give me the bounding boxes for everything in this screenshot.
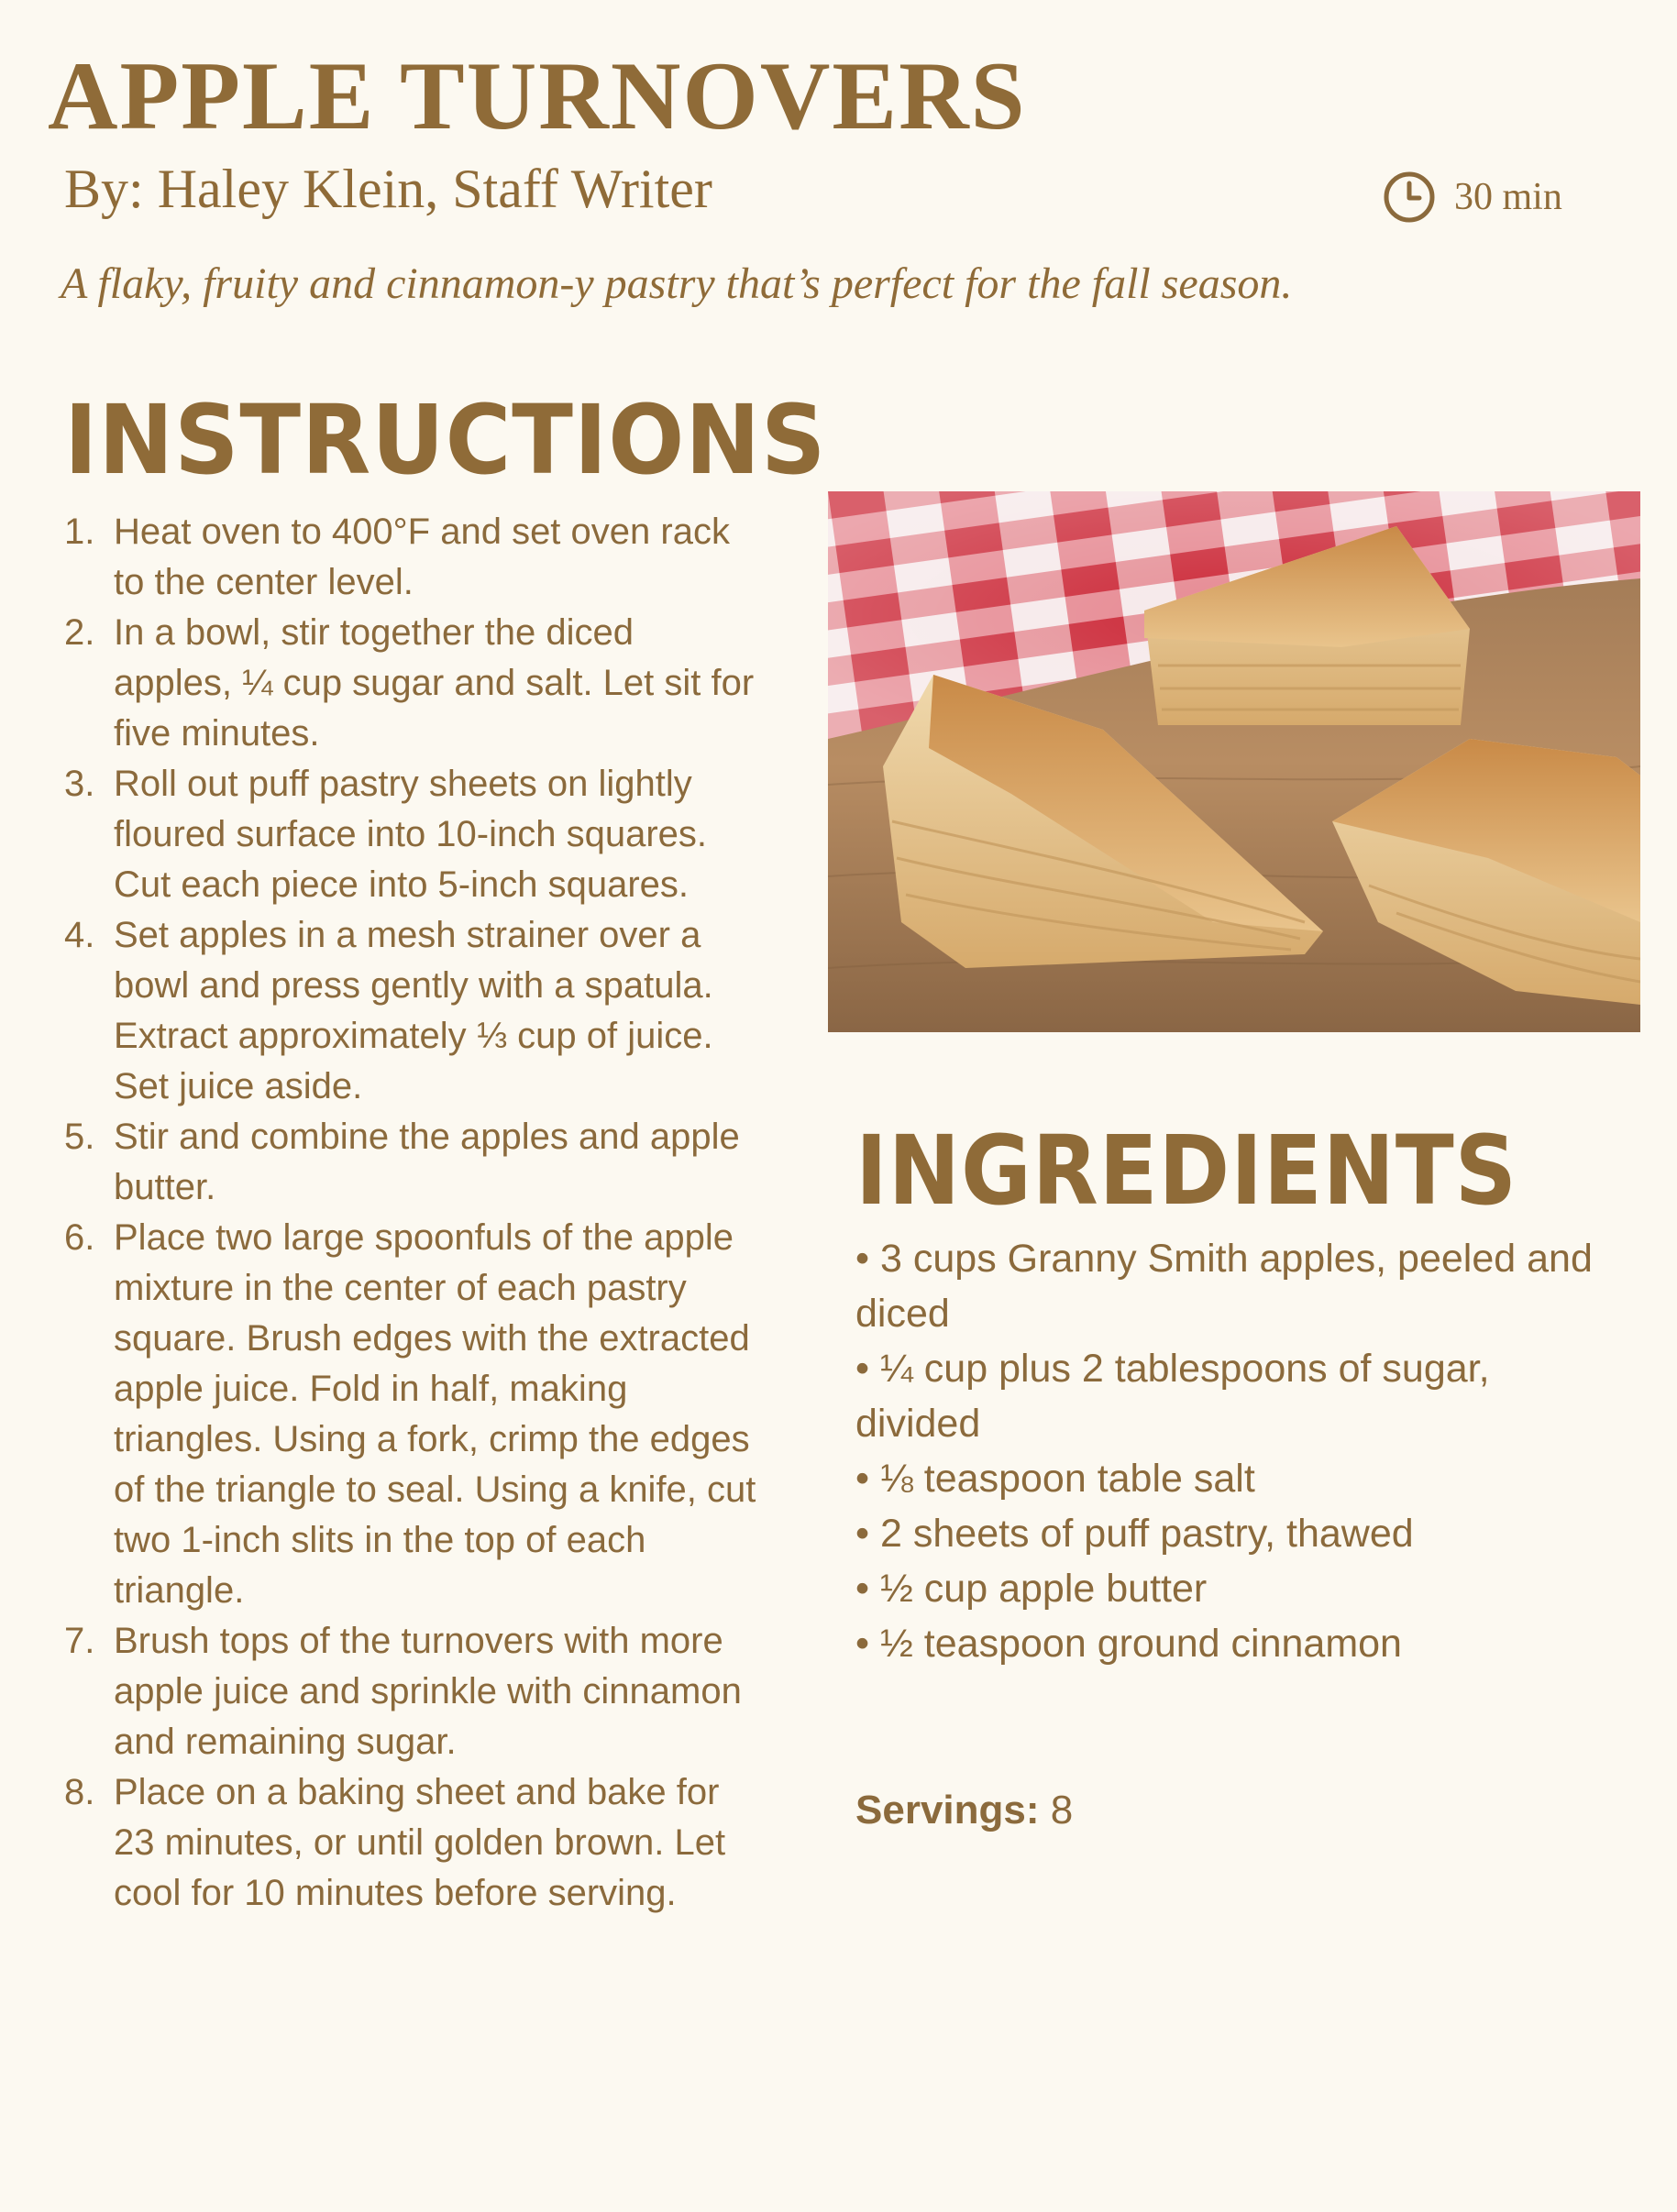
instruction-step [64, 507, 761, 608]
instruction-step [64, 608, 761, 759]
instruction-step [64, 910, 761, 1112]
step-text: Heat oven to 400°F and set oven rack to the center level. [114, 512, 730, 602]
servings-label: Servings: [855, 1788, 1040, 1832]
step-text: Place on a baking sheet and bake for 23 minutes, or until golden brown. Let cool for 10 minutes before serving. [114, 1772, 726, 1913]
step-text: Roll out puff pastry sheets on lightly floured surface into 10-inch squares. Cut each piece into 5-inch squares. [114, 764, 708, 905]
ingredient-item: • 3 cups Granny Smith apples, peeled and diced [855, 1237, 1593, 1336]
instructions-list [64, 507, 761, 1919]
step-number: 1. [64, 512, 95, 552]
instruction-step [64, 1767, 761, 1919]
prep-time-label: 30 min [1454, 176, 1562, 218]
pastry-image [828, 491, 1640, 1032]
step-number: 4. [64, 915, 95, 955]
instruction-step [64, 1112, 761, 1213]
step-number: 7. [64, 1621, 95, 1661]
instruction-step [64, 1616, 761, 1767]
prep-time [1383, 171, 1562, 224]
step-text: Brush tops of the turnovers with more apple juice and sprinkle with cinnamon and remaining sugar. [114, 1621, 742, 1762]
clock-icon [1383, 171, 1436, 224]
ingredients-heading: INGREDIENTS [855, 1115, 1517, 1227]
byline: By: Haley Klein, Staff Writer [64, 159, 712, 219]
ingredient-item: • ½ teaspoon ground cinnamon [855, 1622, 1402, 1666]
instruction-step [64, 1213, 761, 1616]
ingredients-list [855, 1231, 1616, 1671]
step-number: 5. [64, 1117, 95, 1157]
step-text: Stir and combine the apples and apple butter. [114, 1117, 740, 1207]
ingredient-item: • 2 sheets of puff pastry, thawed [855, 1512, 1414, 1556]
instruction-step [64, 759, 761, 910]
step-text: In a bowl, stir together the diced apples, ¼ cup sugar and salt. Let sit for five minutes. [114, 612, 755, 754]
ingredient-item: • ¼ cup plus 2 tablespoons of sugar, divided [855, 1347, 1490, 1446]
step-number: 2. [64, 612, 95, 653]
instructions-heading: INSTRUCTIONS [64, 384, 827, 496]
recipe-title: APPLE TURNOVERS [48, 42, 1027, 149]
step-text: Set apples in a mesh strainer over a bowl and press gently with a spatula. Extract approximately ⅓ cup of juice. Set juice aside. [114, 915, 713, 1106]
ingredient-item: • ½ cup apple butter [855, 1567, 1208, 1611]
servings [855, 1788, 1073, 1833]
step-number: 3. [64, 764, 95, 804]
step-number: 8. [64, 1772, 95, 1812]
step-text: Place two large spoonfuls of the apple mixture in the center of each pastry square. Brush edges with the extracted apple juice. Fold in half, making triangles. Using a fork, crimp the edges of the triangle to seal. Using a knife, cut two 1-inch slits in the top of each triangle. [114, 1217, 756, 1611]
servings-value: 8 [1050, 1788, 1074, 1832]
ingredient-item: • ⅛ teaspoon table salt [855, 1457, 1255, 1501]
step-number: 6. [64, 1217, 95, 1258]
turnovers-photo [828, 491, 1640, 1032]
tagline: A flaky, fruity and cinnamon-y pastry that’s perfect for the fall season. [61, 259, 1293, 308]
